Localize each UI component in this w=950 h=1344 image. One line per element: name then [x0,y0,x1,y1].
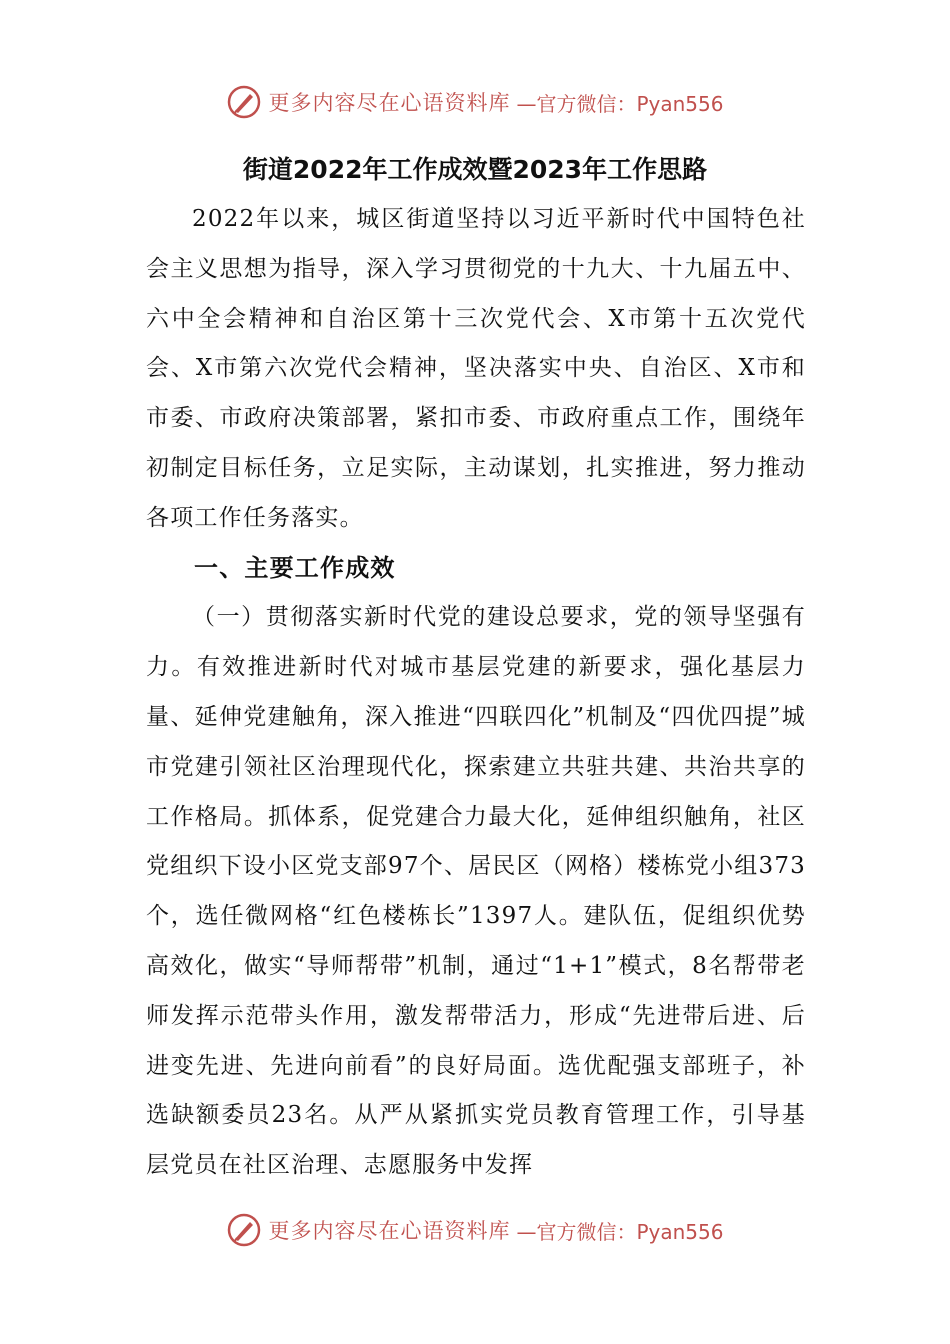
watermark-header [0,82,950,122]
watermark-footer [0,1210,950,1250]
watermark-text: 更多内容尽在心语资料库 [268,1219,511,1243]
document-body [146,195,806,1191]
body-paragraph: （一）贯彻落实新时代党的建设总要求，党的领导坚强有力。有效推进新时代对城市基层党建的新要求，强化基层力量、延伸党建触角，深入推进“四联四化”机制及“四优四提”城市党建引领社区治理现代化，探索建立共驻共建、共治共享的工作格局。抓体系，促党建合力最大化，延伸组织触角，社区党组织下设小区党支部97个、居民区（网格）楼栋党小组373个，选任微网格“红色楼栋长”1397人。建队伍，促组织优势高效化，做实“导师帮带”机制，通过“1+1”模式，8名帮带老师发挥示范带头作用，激发帮带活力，形成“先进带后进、后进变先进、先进向前看”的良好局面。选优配强支部班子，补选缺额委员23名。从严从紧抓实党员教育管理工作，引导基层党员在社区治理、志愿服务中发挥 [146,604,806,1179]
pen-circle-logo-icon [226,1212,262,1248]
document-title: 街道2022年工作成效暨2023年工作思路 [242,155,708,184]
watermark-contact: —官方微信：Pyan556 [516,91,724,116]
watermark-text: 更多内容尽在心语资料库 [268,91,511,115]
watermark-contact: —官方微信：Pyan556 [516,1219,724,1244]
section-heading: 一、主要工作成效 [194,553,396,582]
pen-circle-logo-icon [226,84,262,120]
intro-paragraph: 2022年以来，城区街道坚持以习近平新时代中国特色社会主义思想为指导，深入学习贯彻党的十九大、十九届五中、六中全会精神和自治区第十三次党代会、X市第十五次党代会、X市第六次党代会精神，坚决落实中央、自治区、X市和市委、市政府决策部署，紧扣市委、市政府重点工作，围绕年初制定目标任务，立足实际，主动谋划，扎实推进，努力推动各项工作任务落实。 [146,206,806,531]
